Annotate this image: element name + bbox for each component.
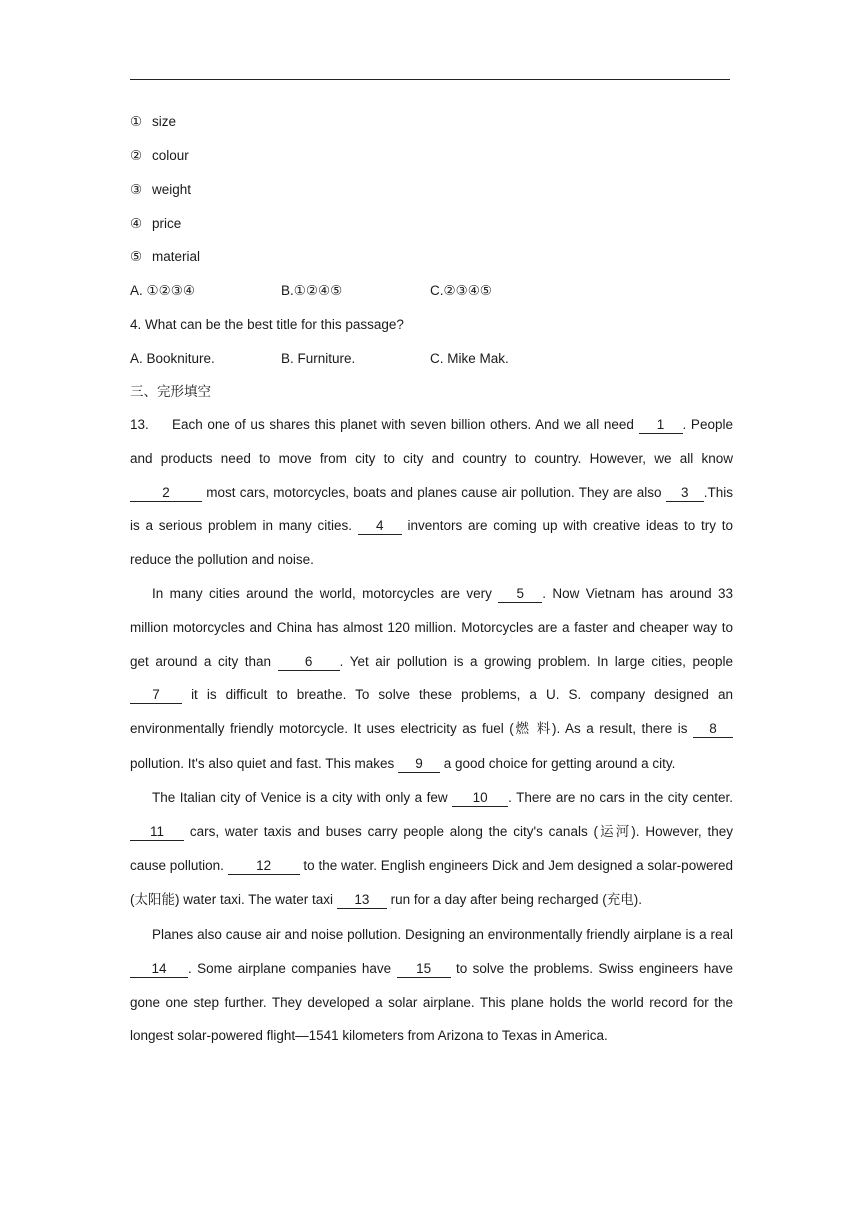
p3-text-4: ). However, they cause pollution. [130, 823, 734, 874]
p1-text-3: most cars, motorcycles, boats and planes cause air pollution. They are also [206, 484, 662, 500]
blank-8: 8 [693, 721, 733, 738]
option-5-number: ⑤ [130, 249, 143, 264]
paragraph-2 [130, 577, 733, 781]
paragraph-4 [130, 918, 733, 1053]
blank-7: 7 [130, 687, 182, 704]
p2-chinese-fuel: 燃 料 [513, 721, 553, 738]
option-2-text: colour [152, 148, 189, 163]
blank-11: 11 [130, 824, 184, 841]
blank-2: 2 [130, 485, 202, 502]
p1-text-4: .This is a serious problem in many cities. [130, 484, 733, 534]
p2-text-7: a good choice for getting around a city. [443, 755, 676, 771]
blank-12: 12 [228, 858, 300, 875]
p2-text-6: pollution. It's also quiet and fast. This makes [130, 755, 395, 771]
blank-1: 1 [639, 417, 683, 434]
blank-14: 14 [130, 961, 188, 978]
p3-text-3: cars, water taxis and buses carry people along the city's canals ( [189, 823, 599, 839]
p3-text-6: ) water taxi. The water taxi [175, 892, 334, 908]
option-3-text: weight [152, 182, 192, 197]
p3-text-7: run for a day after being recharged ( [390, 892, 607, 908]
p3-text-1: The Italian city of Venice is a city with only a few [152, 789, 448, 805]
p3-chinese-recharged: 充电 [606, 892, 634, 909]
option-1 [130, 113, 176, 131]
option-5-text: material [152, 249, 201, 264]
option-4-number: ④ [130, 216, 143, 231]
p1-text-5: inventors are coming up with creative ideas to try to reduce the pollution and noise. [130, 518, 733, 568]
p2-text-5: ). As a result, there is [552, 721, 688, 737]
option-1-text: size [152, 114, 177, 129]
q4-question: 4. What can be the best title for this passage? [130, 317, 404, 332]
question-number: 13. [130, 417, 149, 432]
blank-3: 3 [666, 485, 704, 502]
blank-5: 5 [498, 586, 542, 603]
blank-15: 15 [397, 961, 451, 978]
p3-chinese-solar: 太阳能 [134, 892, 175, 909]
option-4 [130, 215, 181, 233]
p4-text-2: . Some airplane companies have [188, 960, 392, 976]
option-3 [130, 181, 191, 199]
q4-choice-c: C. Mike Mak. [430, 351, 509, 366]
p3-text-8: ). [633, 892, 642, 908]
blank-4: 4 [358, 518, 402, 535]
cloze-passage [130, 408, 733, 1053]
blank-9: 9 [398, 756, 440, 773]
p2-text-2: . Now Vietnam has around 33 million motorcycles and China has almost 120 million. Motorcycles are a faster and cheaper way to get around a city than [130, 585, 733, 669]
section-title: 三、完形填空 [130, 384, 211, 400]
option-2-number: ② [130, 148, 143, 163]
p2-text-3: . Yet air pollution is a growing problem. In large cities, people [339, 653, 733, 669]
option-3-number: ③ [130, 182, 143, 197]
p2-text-1: In many cities around the world, motorcycles are very [152, 585, 492, 601]
p3-chinese-canals: 运河 [598, 823, 632, 840]
blank-6: 6 [278, 654, 340, 671]
blank-13: 13 [337, 892, 387, 909]
q3-choice-b: B.①②④⑤ [281, 283, 343, 298]
p4-text-3: to solve the problems. Swiss engineers have gone one step further. They developed a solar airplane. This plane holds the world record for the longest solar-powered flight—1541 kilometers from Arizona to Texas in America. [130, 960, 733, 1044]
header-rule [130, 79, 730, 80]
option-2 [130, 147, 189, 165]
q4-choice-b: B. Furniture. [281, 351, 356, 366]
option-4-text: price [152, 216, 182, 231]
p3-text-5: to the water. English engineers Dick and Jem designed a solar-powered ( [130, 858, 733, 908]
paragraph-3 [130, 781, 733, 918]
p4-text-1: Planes also cause air and noise pollution. Designing an environmentally friendly airplane is a real [152, 926, 733, 942]
option-1-number: ① [130, 114, 143, 129]
p1-text-1: Each one of us shares this planet with seven billion others. And we all need [171, 417, 634, 432]
p3-text-2: . There are no cars in the city center. [508, 789, 733, 805]
q4-choice-a: A. Bookniture. [130, 351, 215, 366]
paragraph-1 [130, 408, 733, 577]
p2-text-4: it is difficult to breathe. To solve these problems, a U. S. company designed an environmentally friendly motorcycle. It uses electricity as fuel ( [130, 687, 733, 737]
option-5 [130, 248, 200, 266]
q3-choice-c: C.②③④⑤ [430, 283, 492, 298]
p1-text-2: . People and products need to move from city to city and country to country. However, we all know [130, 417, 733, 466]
q3-choice-a: A. ①②③④ [130, 283, 195, 298]
blank-10: 10 [452, 790, 508, 807]
